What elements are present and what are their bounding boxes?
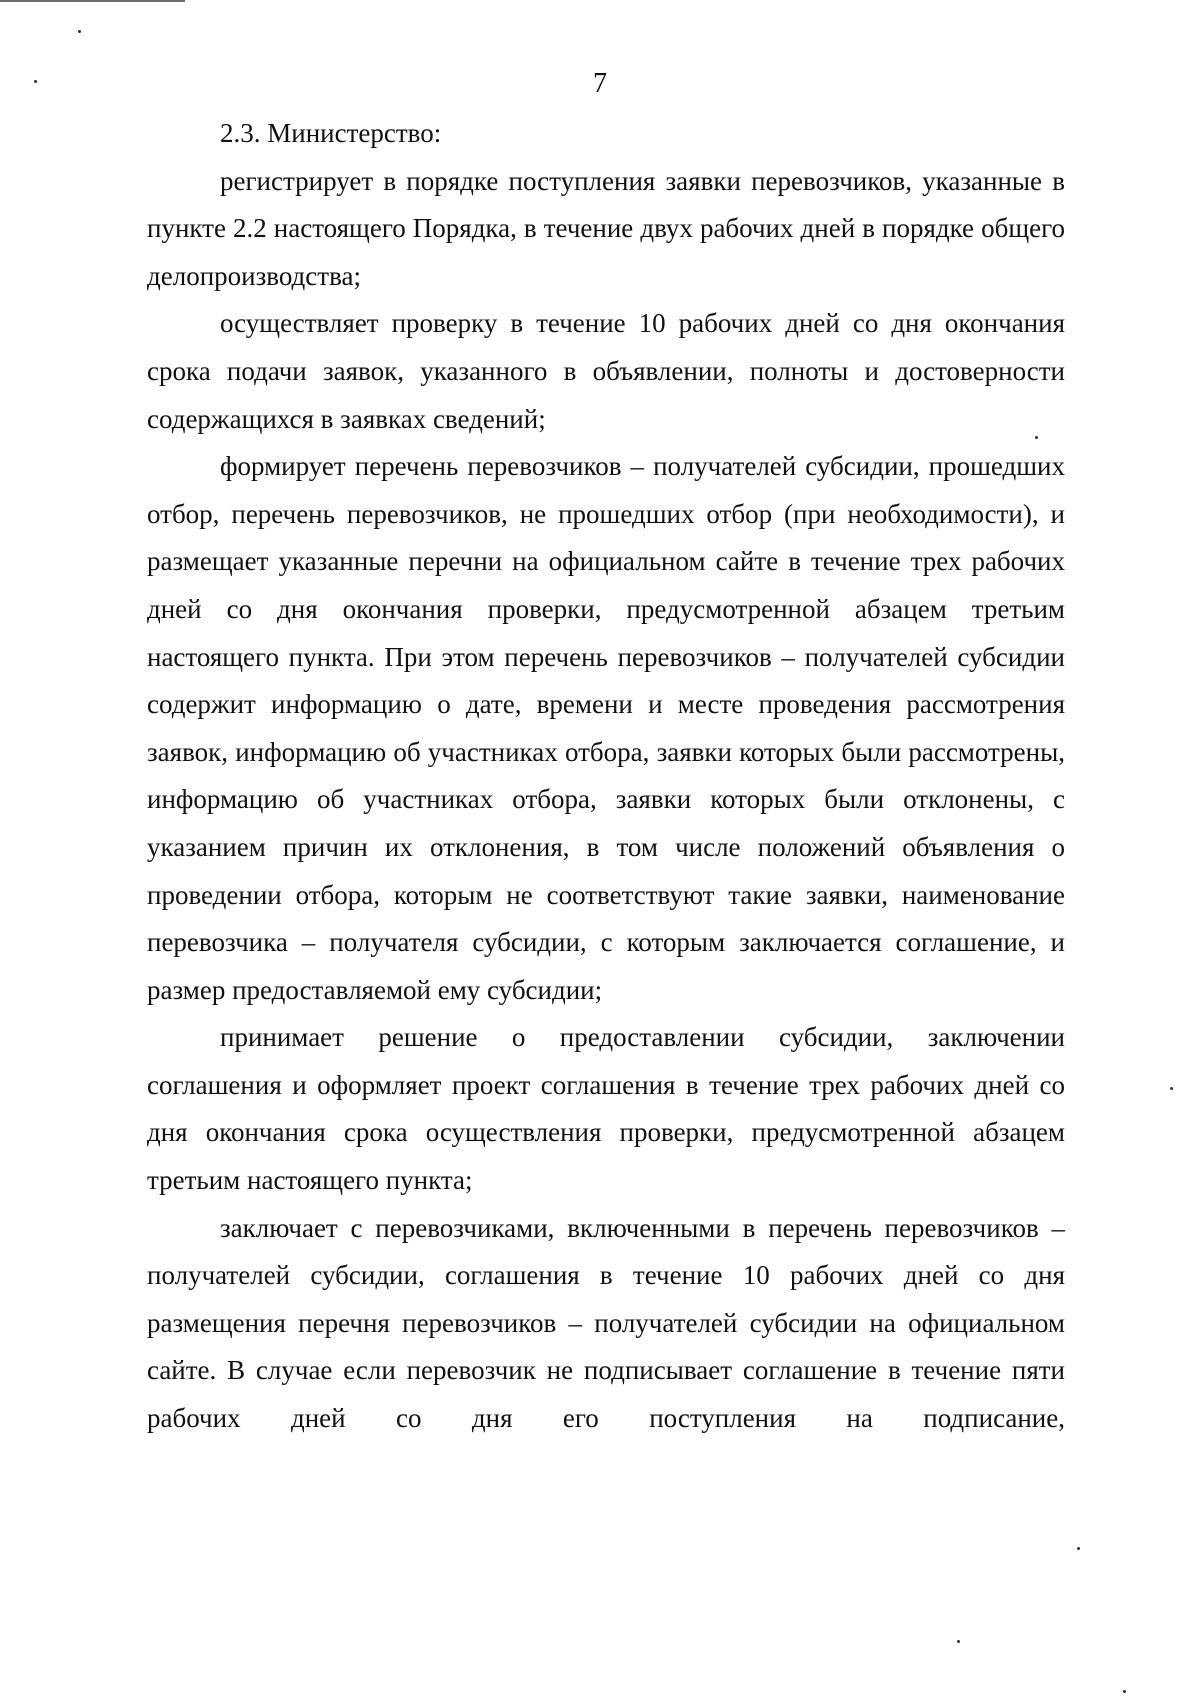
paragraph: осуществляет проверку в течение 10 рабочих дней со дня окончания срока подачи заявок, указанного в объявлении, полноты и достоверности содержащихся в заявках сведений;	[147, 308, 1065, 434]
scan-speck	[957, 1640, 960, 1643]
scan-speck	[78, 30, 81, 33]
page-number: 7	[593, 68, 607, 99]
paragraph: заключает с перевозчиками, включенными в перечень перевозчиков – получателей субсидии, соглашения в течение 10 рабочих дней со дня размещения перечня перевозчиков – получателей субсидии на официальном сайте. В случае если перевозчик не подписывает соглашение в течение пяти рабочих дней со дня его поступления на подписание,	[147, 1212, 1065, 1434]
body-text	[147, 110, 1065, 1443]
section-heading: 2.3. Министерство:	[220, 118, 442, 148]
paragraph: регистрирует в порядке поступления заявки перевозчиков, указанные в пункте 2.2 настоящего Порядка, в течение двух рабочих дней в порядке общего делопроизводства;	[147, 165, 1065, 291]
scan-speck	[1123, 1690, 1126, 1693]
scan-top-edge-line	[0, 0, 185, 2]
scan-speck	[1077, 1547, 1080, 1550]
scan-speck	[1170, 1087, 1173, 1090]
paragraph: принимает решение о предоставлении субсидии, заключении соглашения и оформляет проект соглашения в течение трех рабочих дней со дня окончания срока осуществления проверки, предусмотренной абзацем третьим настоящего пункта;	[147, 1022, 1065, 1196]
paragraph: формирует перечень перевозчиков – получателей субсидии, прошедших отбор, перечень перевозчиков, не прошедших отбор (при необходимости), и размещает указанные перечни на официальном сайте в течение трех рабочих дней со дня окончания проверки, предусмотренной абзацем третьим настоящего пункта. При этом перечень перевозчиков – получателей субсидии содержит информацию о дате, времени и месте проведения рассмотрения заявок, информацию об участниках отбора, заявки которых были рассмотрены, информацию об участниках отбора, заявки которых были отклонены, с указанием причин их отклонения, в том числе положений объявления о проведении отбора, которым не соответствуют такие заявки, наименование перевозчика – получателя субсидии, с которым заключается соглашение, и размер предоставляемой ему субсидии;	[147, 451, 1065, 1005]
